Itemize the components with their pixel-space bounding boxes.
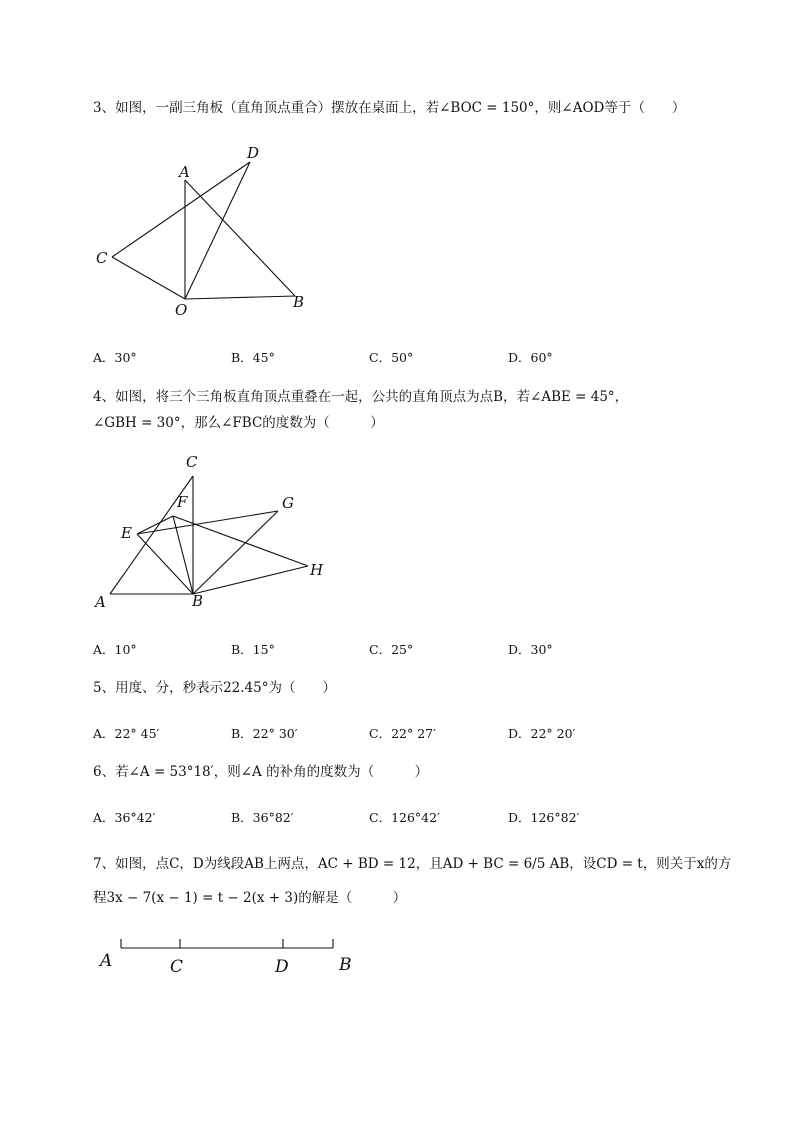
option-c[interactable]: C．126°42′ bbox=[369, 810, 440, 825]
label-E: E bbox=[121, 524, 132, 542]
option-d[interactable]: D．30° bbox=[508, 642, 553, 657]
question-7-stem-line2: 程3x − 7(x − 1) = t − 2(x + 3)的解是（ ） bbox=[93, 890, 407, 906]
question-3-stem: 3、如图，一副三角板（直角顶点重合）摆放在桌面上，若∠BOC = 150°，则∠AOD等于（ ） bbox=[93, 100, 686, 116]
segment-AB bbox=[185, 180, 295, 296]
option-d[interactable]: D．60° bbox=[508, 350, 553, 365]
label-A: A bbox=[95, 593, 106, 611]
question-4-stem-line1: 4、如图，将三个三角板直角顶点重叠在一起，公共的直角顶点为点B，若∠ABE = 45°， bbox=[93, 389, 629, 405]
option-c[interactable]: C．50° bbox=[369, 350, 414, 365]
option-a[interactable]: A．36°42′ bbox=[93, 810, 156, 825]
label-A: A bbox=[100, 951, 113, 971]
label-H: H bbox=[310, 561, 324, 579]
label-C: C bbox=[186, 453, 198, 471]
segment-OD bbox=[185, 162, 250, 299]
label-O: O bbox=[175, 301, 188, 319]
segment-GB bbox=[193, 511, 278, 594]
option-a[interactable]: A．22° 45′ bbox=[93, 726, 160, 741]
option-a[interactable]: A．10° bbox=[93, 642, 137, 657]
segment-FB bbox=[173, 516, 193, 594]
option-d[interactable]: D．22° 20′ bbox=[508, 726, 576, 741]
option-c[interactable]: C．25° bbox=[369, 642, 414, 657]
option-b[interactable]: B．36°82′ bbox=[231, 810, 294, 825]
question-6-stem: 6、若∠A = 53°18′，则∠A 的补角的度数为（ ） bbox=[93, 764, 429, 780]
option-c[interactable]: C．22° 27′ bbox=[369, 726, 436, 741]
option-a[interactable]: A．30° bbox=[93, 350, 137, 365]
option-b[interactable]: B．45° bbox=[231, 350, 275, 365]
option-b[interactable]: B．22° 30′ bbox=[231, 726, 298, 741]
label-D: D bbox=[275, 957, 289, 977]
segment-CO bbox=[112, 257, 185, 299]
label-G: G bbox=[282, 494, 294, 512]
segment-BH bbox=[193, 566, 308, 594]
question-3-figure bbox=[90, 140, 320, 330]
label-B: B bbox=[339, 955, 352, 975]
label-C: C bbox=[170, 957, 184, 977]
option-d[interactable]: D．126°82′ bbox=[508, 810, 580, 825]
segment-EB bbox=[137, 534, 193, 594]
segment-EF-G bbox=[137, 511, 278, 534]
question-5-stem: 5、用度、分，秒表示22.45°为（ ） bbox=[93, 680, 336, 696]
question-4-stem-line2: ∠GBH = 30°，那么∠FBC的度数为（ ） bbox=[93, 415, 384, 431]
label-F: F bbox=[177, 493, 188, 511]
option-b[interactable]: B．15° bbox=[231, 642, 275, 657]
segment-OB bbox=[185, 296, 295, 299]
question-7-stem-line1: 7、如图，点C，D为线段AB上两点，AC + BD = 12，且AD + BC = 6/5 AB，设CD = t，则关于x的方 bbox=[93, 856, 732, 872]
question-4-figure bbox=[90, 450, 340, 615]
label-B: B bbox=[293, 293, 305, 311]
label-D: D bbox=[247, 144, 260, 162]
label-C: C bbox=[96, 249, 108, 267]
label-A: A bbox=[179, 163, 190, 181]
label-B: B bbox=[192, 592, 204, 610]
question-7-figure bbox=[95, 930, 365, 980]
